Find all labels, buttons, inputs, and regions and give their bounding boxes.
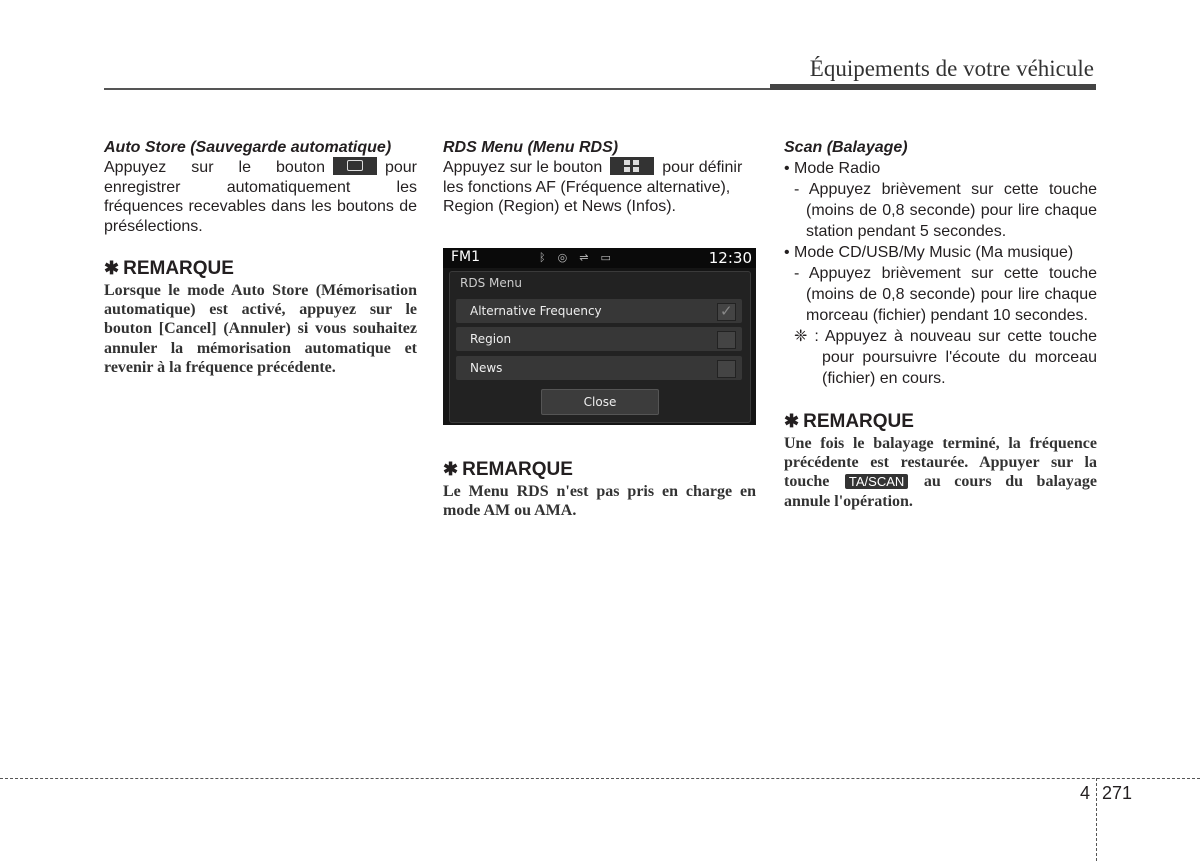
band-label: FM1 xyxy=(451,249,481,265)
close-button[interactable]: Close xyxy=(541,389,659,415)
media-mode-text: - Appuyez brièvement sur cette touche (moins de 0,8 seconde) pour lire chaque morceau (fichier) pendant 10 secondes. xyxy=(794,265,1097,324)
rds-menu-title: RDS Menu (Menu RDS) xyxy=(443,139,619,156)
remark-text: Le Menu RDS n'est pas pris en charge en mode AM ou AMA. xyxy=(443,483,756,520)
remark-text: Lorsque le mode Auto Store (Mémorisation automatique) est activé, appuyez sur le bouton [Cancel] (Annuler) si vous souhaitez annuler la mémorisation automatique et revenir à la fréquence précédente. xyxy=(104,282,417,376)
clock: 12:30 xyxy=(708,249,752,267)
auto-store-text xyxy=(104,158,417,236)
asterisk-icon: ✱ xyxy=(104,258,120,278)
rds-menu-panel xyxy=(449,271,751,423)
menu-row-label: News xyxy=(470,361,503,375)
menu-button-icon xyxy=(610,157,654,175)
rds-menu-screenshot xyxy=(443,248,756,425)
menu-row-label: Alternative Frequency xyxy=(470,304,602,318)
rds-menu-section xyxy=(443,138,756,217)
rds-menu-panel-title: RDS Menu xyxy=(460,276,522,290)
bullet-radio-mode: • Mode Radio xyxy=(784,160,881,177)
menu-row-alternative-frequency[interactable] xyxy=(456,299,742,323)
footer-divider xyxy=(1096,778,1097,861)
rds-menu-text xyxy=(443,158,756,217)
status-icons xyxy=(539,251,623,264)
footer-rule xyxy=(0,778,1200,779)
menu-row-label: Region xyxy=(470,332,512,346)
header-rule-accent xyxy=(770,84,1096,90)
bluetooth-icon: ᛒ xyxy=(539,251,558,264)
ta-scan-key: TA/SCAN xyxy=(845,474,908,489)
radio-mode-text: - Appuyez brièvement sur cette touche (moins de 0,8 seconde) pour lire chaque station pendant 5 secondes. xyxy=(794,181,1097,240)
menu-row-news[interactable] xyxy=(456,356,742,380)
radio-button-icon xyxy=(333,157,377,175)
note-text: ❈ : Appuyez à nouveau sur cette touche pour poursuivre l'écoute du morceau (fichier) en cours. xyxy=(794,328,1097,387)
auto-store-section xyxy=(104,138,417,377)
header-title: Équipements de votre véhicule xyxy=(809,56,1094,81)
asterisk-icon: ✱ xyxy=(443,459,459,479)
chapter-number: 4 xyxy=(1080,783,1091,803)
scan-section xyxy=(784,138,1097,511)
checkbox-icon[interactable] xyxy=(717,360,736,378)
status-bar xyxy=(443,248,756,268)
rds-remark xyxy=(443,457,756,520)
page-number: 271 xyxy=(1102,783,1133,803)
remark-title: ✱ REMARQUE xyxy=(104,258,234,279)
auto-store-text-after: pour enregistrer automatiquement les fréquences recevables dans les boutons de présélections. xyxy=(104,159,417,235)
scan-title: Scan (Balayage) xyxy=(784,139,908,156)
asterisk-icon: ✱ xyxy=(784,411,800,431)
checkbox-checked-icon[interactable] xyxy=(717,303,736,321)
remark-title: ✱ REMARQUE xyxy=(443,459,573,480)
disc-icon: ◎ xyxy=(557,251,580,264)
auto-store-title: Auto Store (Sauvegarde automatique) xyxy=(104,139,392,156)
rds-menu-text-after: pour définir les fonctions AF (Fréquence alternative), Region (Region) et News (Infos). xyxy=(443,159,743,215)
usb-icon: ⇌ xyxy=(579,251,601,264)
aux-icon: ▭ xyxy=(600,251,623,264)
rds-menu-text-before: Appuyez sur le bouton xyxy=(443,159,603,176)
menu-row-region[interactable] xyxy=(456,327,742,351)
checkbox-icon[interactable] xyxy=(717,331,736,349)
remark-title: ✱ REMARQUE xyxy=(784,411,914,432)
auto-store-text-before: Appuyez sur le bouton xyxy=(104,159,325,176)
remark-text: Une fois le balayage terminé, la fréquence précédente est restaurée. Appuyer sur la touche TA/SCAN au cours du balayage annule l'opération. xyxy=(784,435,1097,510)
bullet-media-mode: • Mode CD/USB/My Music (Ma musique) xyxy=(784,244,1074,261)
